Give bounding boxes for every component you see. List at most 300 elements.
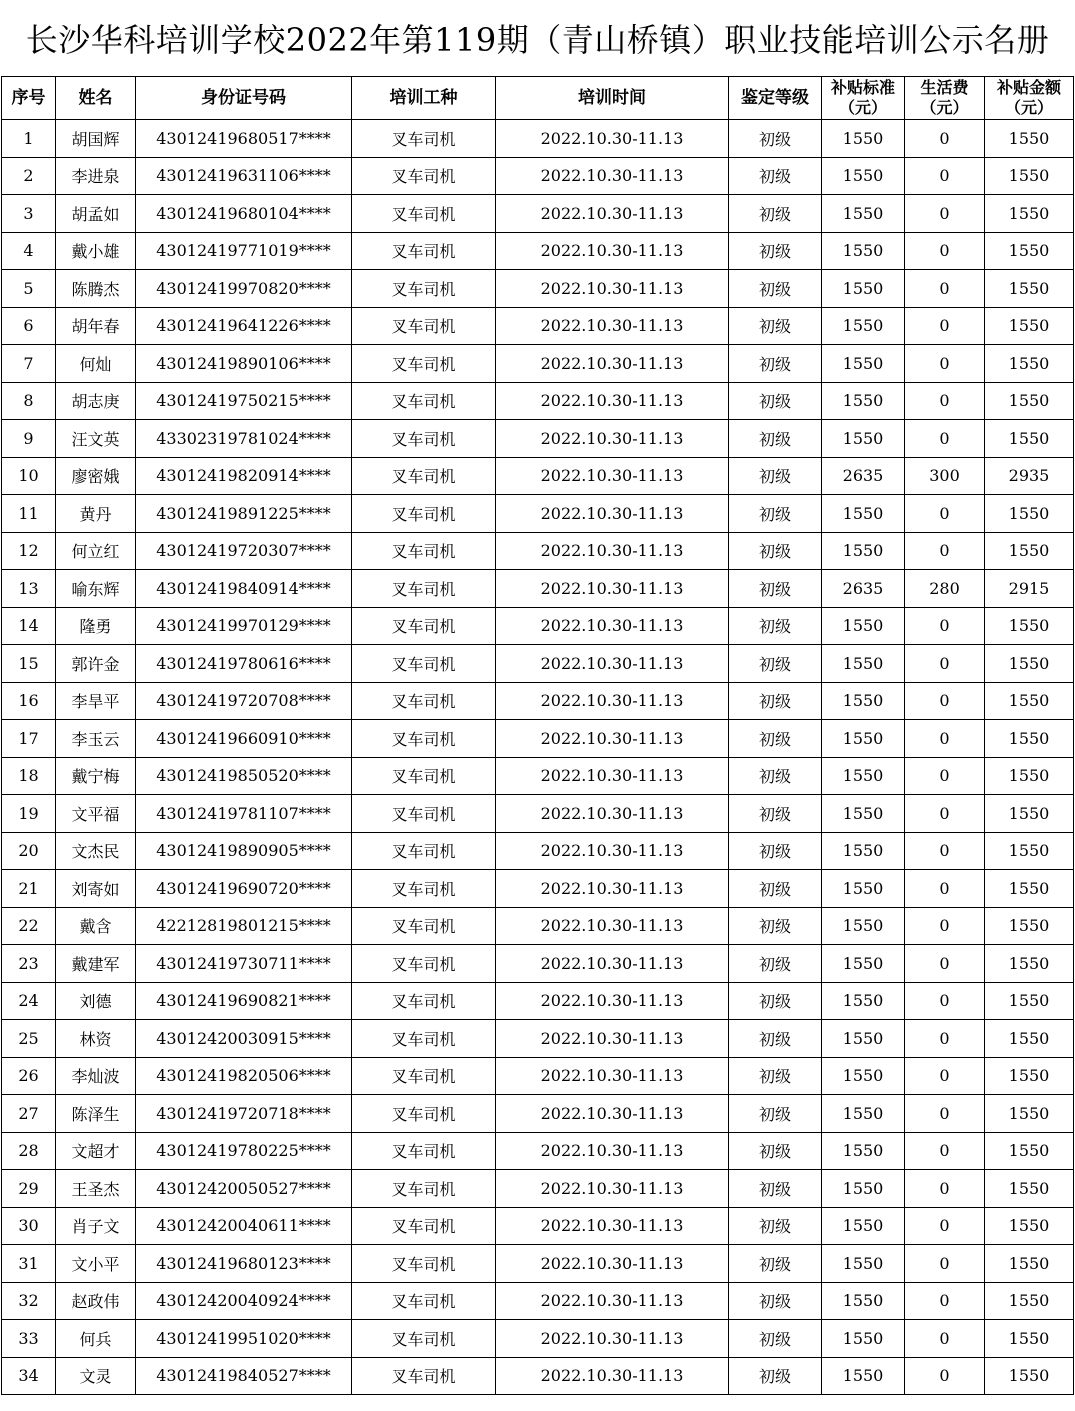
cell-level: 初级 [729,345,822,383]
cell-subsidy-amount: 1550 [985,945,1074,983]
cell-living-cost: 0 [905,232,985,270]
cell-subsidy-standard: 1550 [822,157,905,195]
cell-seq: 6 [2,307,56,345]
cell-subsidy-amount: 1550 [985,757,1074,795]
header-subsidy-standard [822,77,905,120]
cell-subsidy-standard: 1550 [822,420,905,458]
cell-seq: 22 [2,907,56,945]
cell-id-number: 43012419720708**** [136,682,352,720]
table-row [2,232,1074,270]
cell-level: 初级 [729,645,822,683]
cell-living-cost: 0 [905,832,985,870]
cell-living-cost: 0 [905,1207,985,1245]
header-time: 培训时间 [496,77,729,120]
cell-name: 郭许金 [56,645,136,683]
cell-name: 喻东辉 [56,570,136,608]
table-row [2,1132,1074,1170]
cell-subsidy-standard: 1550 [822,382,905,420]
cell-training-time: 2022.10.30-11.13 [496,607,729,645]
cell-name: 廖密娥 [56,457,136,495]
cell-subsidy-amount: 1550 [985,1132,1074,1170]
header-subsidy-amount-line2: （元） [1004,98,1053,117]
cell-level: 初级 [729,232,822,270]
cell-subsidy-amount: 1550 [985,420,1074,458]
cell-living-cost: 0 [905,795,985,833]
cell-level: 初级 [729,120,822,158]
cell-id-number: 43012419780225**** [136,1132,352,1170]
cell-name: 戴含 [56,907,136,945]
cell-living-cost: 0 [905,1245,985,1283]
table-row [2,1357,1074,1395]
cell-level: 初级 [729,382,822,420]
table-row [2,420,1074,458]
cell-name: 文超才 [56,1132,136,1170]
cell-seq: 15 [2,645,56,683]
cell-subsidy-standard: 1550 [822,645,905,683]
cell-training-type: 叉车司机 [352,382,496,420]
cell-level: 初级 [729,270,822,308]
cell-training-type: 叉车司机 [352,1132,496,1170]
cell-subsidy-amount: 1550 [985,307,1074,345]
cell-living-cost: 0 [905,1320,985,1358]
cell-level: 初级 [729,870,822,908]
cell-subsidy-standard: 1550 [822,607,905,645]
cell-seq: 24 [2,982,56,1020]
cell-training-type: 叉车司机 [352,1245,496,1283]
cell-id-number: 43012419850520**** [136,757,352,795]
cell-living-cost: 0 [905,307,985,345]
table-row [2,382,1074,420]
cell-training-time: 2022.10.30-11.13 [496,382,729,420]
cell-living-cost: 0 [905,495,985,533]
cell-seq: 19 [2,795,56,833]
cell-living-cost: 0 [905,907,985,945]
header-level: 鉴定等级 [729,77,822,120]
cell-name: 王圣杰 [56,1170,136,1208]
cell-training-time: 2022.10.30-11.13 [496,120,729,158]
cell-subsidy-standard: 1550 [822,982,905,1020]
cell-subsidy-amount: 1550 [985,1057,1074,1095]
cell-name: 戴小雄 [56,232,136,270]
cell-name: 陈泽生 [56,1095,136,1133]
cell-name: 文小平 [56,1245,136,1283]
cell-level: 初级 [729,1095,822,1133]
cell-training-time: 2022.10.30-11.13 [496,1057,729,1095]
cell-training-time: 2022.10.30-11.13 [496,1020,729,1058]
cell-subsidy-standard: 1550 [822,1170,905,1208]
cell-id-number: 43012419660910**** [136,720,352,758]
cell-subsidy-amount: 1550 [985,795,1074,833]
cell-seq: 11 [2,495,56,533]
table-row [2,1170,1074,1208]
table-row [2,795,1074,833]
cell-training-time: 2022.10.30-11.13 [496,982,729,1020]
cell-seq: 9 [2,420,56,458]
cell-id-number: 43012419820914**** [136,457,352,495]
cell-name: 黄丹 [56,495,136,533]
cell-subsidy-amount: 1550 [985,382,1074,420]
cell-subsidy-amount: 1550 [985,345,1074,383]
cell-subsidy-standard: 1550 [822,1132,905,1170]
cell-training-type: 叉车司机 [352,120,496,158]
cell-training-type: 叉车司机 [352,307,496,345]
cell-seq: 21 [2,870,56,908]
cell-training-type: 叉车司机 [352,345,496,383]
cell-living-cost: 0 [905,1095,985,1133]
table-row [2,457,1074,495]
cell-level: 初级 [729,157,822,195]
cell-seq: 31 [2,1245,56,1283]
cell-seq: 29 [2,1170,56,1208]
cell-training-time: 2022.10.30-11.13 [496,195,729,233]
cell-living-cost: 0 [905,645,985,683]
cell-training-time: 2022.10.30-11.13 [496,307,729,345]
table-row [2,982,1074,1020]
table-row [2,1095,1074,1133]
cell-seq: 26 [2,1057,56,1095]
cell-living-cost: 0 [905,682,985,720]
table-row [2,270,1074,308]
cell-name: 刘寄如 [56,870,136,908]
cell-subsidy-amount: 1550 [985,195,1074,233]
cell-name: 李旱平 [56,682,136,720]
cell-training-type: 叉车司机 [352,1057,496,1095]
cell-name: 陈腾杰 [56,270,136,308]
cell-training-time: 2022.10.30-11.13 [496,495,729,533]
header-id: 身份证号码 [136,77,352,120]
cell-training-type: 叉车司机 [352,1282,496,1320]
table-row [2,870,1074,908]
cell-seq: 30 [2,1207,56,1245]
cell-seq: 10 [2,457,56,495]
cell-living-cost: 0 [905,345,985,383]
cell-living-cost: 0 [905,195,985,233]
cell-name: 何灿 [56,345,136,383]
cell-subsidy-amount: 1550 [985,1207,1074,1245]
cell-training-type: 叉车司机 [352,945,496,983]
cell-training-time: 2022.10.30-11.13 [496,645,729,683]
cell-id-number: 43012419680123**** [136,1245,352,1283]
cell-living-cost: 0 [905,982,985,1020]
cell-id-number: 43012419690720**** [136,870,352,908]
header-living-cost [905,77,985,120]
cell-training-time: 2022.10.30-11.13 [496,457,729,495]
cell-id-number: 43012419891225**** [136,495,352,533]
table-row [2,832,1074,870]
header-living-cost-line2: （元） [920,98,969,117]
cell-training-type: 叉车司机 [352,270,496,308]
cell-seq: 4 [2,232,56,270]
cell-subsidy-amount: 1550 [985,232,1074,270]
cell-id-number: 43012419690821**** [136,982,352,1020]
cell-training-time: 2022.10.30-11.13 [496,345,729,383]
cell-id-number: 43012419720307**** [136,532,352,570]
cell-training-type: 叉车司机 [352,1095,496,1133]
cell-seq: 27 [2,1095,56,1133]
cell-training-time: 2022.10.30-11.13 [496,1245,729,1283]
cell-subsidy-amount: 1550 [985,1170,1074,1208]
cell-seq: 1 [2,120,56,158]
table-row [2,1320,1074,1358]
cell-living-cost: 0 [905,1020,985,1058]
cell-subsidy-standard: 1550 [822,532,905,570]
cell-subsidy-standard: 1550 [822,232,905,270]
cell-subsidy-standard: 1550 [822,795,905,833]
cell-name: 李玉云 [56,720,136,758]
cell-name: 文平福 [56,795,136,833]
cell-name: 肖子文 [56,1207,136,1245]
cell-level: 初级 [729,1357,822,1395]
cell-training-type: 叉车司机 [352,1320,496,1358]
cell-name: 戴建军 [56,945,136,983]
cell-training-type: 叉车司机 [352,1357,496,1395]
table-row [2,757,1074,795]
cell-subsidy-amount: 1550 [985,157,1074,195]
header-living-cost-line1: 生活费 [920,78,969,97]
cell-training-type: 叉车司机 [352,570,496,608]
cell-seq: 18 [2,757,56,795]
cell-subsidy-amount: 2935 [985,457,1074,495]
cell-subsidy-standard: 1550 [822,682,905,720]
cell-subsidy-standard: 1550 [822,1057,905,1095]
cell-level: 初级 [729,682,822,720]
cell-subsidy-amount: 1550 [985,495,1074,533]
cell-living-cost: 0 [905,945,985,983]
cell-subsidy-standard: 1550 [822,1020,905,1058]
cell-training-time: 2022.10.30-11.13 [496,1282,729,1320]
cell-training-type: 叉车司机 [352,607,496,645]
header-subsidy-standard-line2: （元） [838,98,887,117]
cell-subsidy-standard: 1550 [822,307,905,345]
cell-level: 初级 [729,1020,822,1058]
cell-id-number: 43012420040924**** [136,1282,352,1320]
cell-training-time: 2022.10.30-11.13 [496,157,729,195]
cell-subsidy-standard: 2635 [822,457,905,495]
cell-name: 汪文英 [56,420,136,458]
cell-subsidy-amount: 1550 [985,1282,1074,1320]
cell-training-type: 叉车司机 [352,982,496,1020]
cell-level: 初级 [729,907,822,945]
cell-id-number: 43012419730711**** [136,945,352,983]
header-type: 培训工种 [352,77,496,120]
cell-training-type: 叉车司机 [352,232,496,270]
cell-training-time: 2022.10.30-11.13 [496,1170,729,1208]
cell-name: 胡孟如 [56,195,136,233]
cell-subsidy-standard: 2635 [822,570,905,608]
cell-seq: 32 [2,1282,56,1320]
table-row [2,1282,1074,1320]
cell-subsidy-standard: 1550 [822,907,905,945]
cell-training-time: 2022.10.30-11.13 [496,232,729,270]
cell-subsidy-standard: 1550 [822,495,905,533]
header-subsidy-amount-line1: 补贴金额 [996,78,1061,97]
cell-training-type: 叉车司机 [352,157,496,195]
header-row [2,77,1074,120]
cell-training-time: 2022.10.30-11.13 [496,1132,729,1170]
cell-seq: 12 [2,532,56,570]
cell-subsidy-standard: 1550 [822,945,905,983]
cell-training-time: 2022.10.30-11.13 [496,945,729,983]
cell-level: 初级 [729,307,822,345]
cell-subsidy-standard: 1550 [822,1357,905,1395]
cell-living-cost: 0 [905,1357,985,1395]
cell-level: 初级 [729,1057,822,1095]
cell-subsidy-amount: 1550 [985,532,1074,570]
cell-id-number: 43012419970129**** [136,607,352,645]
cell-name: 李灿波 [56,1057,136,1095]
cell-training-type: 叉车司机 [352,195,496,233]
table-row [2,495,1074,533]
cell-seq: 17 [2,720,56,758]
cell-training-type: 叉车司机 [352,907,496,945]
cell-subsidy-amount: 1550 [985,870,1074,908]
cell-training-type: 叉车司机 [352,1170,496,1208]
table-row [2,532,1074,570]
cell-level: 初级 [729,982,822,1020]
cell-level: 初级 [729,795,822,833]
header-seq: 序号 [2,77,56,120]
cell-subsidy-amount: 1550 [985,1357,1074,1395]
cell-subsidy-amount: 1550 [985,645,1074,683]
cell-living-cost: 280 [905,570,985,608]
cell-name: 何立红 [56,532,136,570]
cell-level: 初级 [729,1207,822,1245]
cell-training-time: 2022.10.30-11.13 [496,532,729,570]
table-row [2,682,1074,720]
cell-subsidy-amount: 1550 [985,832,1074,870]
cell-id-number: 43012419631106**** [136,157,352,195]
table-row [2,1020,1074,1058]
cell-subsidy-standard: 1550 [822,1095,905,1133]
cell-training-time: 2022.10.30-11.13 [496,795,729,833]
header-subsidy-amount [985,77,1074,120]
cell-level: 初级 [729,720,822,758]
cell-seq: 28 [2,1132,56,1170]
cell-training-type: 叉车司机 [352,1020,496,1058]
cell-subsidy-standard: 1550 [822,870,905,908]
cell-living-cost: 0 [905,1132,985,1170]
cell-id-number: 43012419771019**** [136,232,352,270]
cell-subsidy-amount: 1550 [985,720,1074,758]
cell-subsidy-standard: 1550 [822,120,905,158]
cell-id-number: 43012419890106**** [136,345,352,383]
cell-training-time: 2022.10.30-11.13 [496,570,729,608]
cell-seq: 14 [2,607,56,645]
table-row [2,345,1074,383]
cell-living-cost: 0 [905,870,985,908]
cell-training-type: 叉车司机 [352,682,496,720]
cell-subsidy-amount: 1550 [985,1095,1074,1133]
cell-subsidy-amount: 2915 [985,570,1074,608]
cell-id-number: 43012419750215**** [136,382,352,420]
cell-name: 何兵 [56,1320,136,1358]
cell-id-number: 43012419680517**** [136,120,352,158]
cell-subsidy-amount: 1550 [985,270,1074,308]
cell-subsidy-amount: 1550 [985,1020,1074,1058]
cell-level: 初级 [729,457,822,495]
table-row [2,945,1074,983]
cell-training-type: 叉车司机 [352,795,496,833]
cell-id-number: 43012419781107**** [136,795,352,833]
table-row [2,570,1074,608]
cell-name: 李进泉 [56,157,136,195]
cell-subsidy-amount: 1550 [985,607,1074,645]
cell-level: 初级 [729,1320,822,1358]
cell-training-time: 2022.10.30-11.13 [496,1207,729,1245]
cell-subsidy-standard: 1550 [822,832,905,870]
cell-training-type: 叉车司机 [352,1207,496,1245]
cell-id-number: 43012419840914**** [136,570,352,608]
cell-training-time: 2022.10.30-11.13 [496,1320,729,1358]
cell-training-type: 叉车司机 [352,457,496,495]
cell-subsidy-amount: 1550 [985,907,1074,945]
cell-training-time: 2022.10.30-11.13 [496,870,729,908]
cell-living-cost: 0 [905,1282,985,1320]
page-title: 长沙华科培训学校2022年第119期（青山桥镇）职业技能培训公示名册 [25,21,1050,59]
cell-seq: 13 [2,570,56,608]
cell-training-time: 2022.10.30-11.13 [496,832,729,870]
cell-living-cost: 0 [905,270,985,308]
cell-training-type: 叉车司机 [352,532,496,570]
cell-level: 初级 [729,195,822,233]
cell-training-type: 叉车司机 [352,420,496,458]
table-row [2,1245,1074,1283]
cell-id-number: 43012419840527**** [136,1357,352,1395]
cell-living-cost: 300 [905,457,985,495]
cell-seq: 2 [2,157,56,195]
cell-name: 刘德 [56,982,136,1020]
cell-seq: 34 [2,1357,56,1395]
cell-living-cost: 0 [905,607,985,645]
cell-seq: 23 [2,945,56,983]
cell-level: 初级 [729,420,822,458]
cell-subsidy-amount: 1550 [985,1245,1074,1283]
cell-seq: 3 [2,195,56,233]
cell-name: 隆勇 [56,607,136,645]
cell-training-time: 2022.10.30-11.13 [496,682,729,720]
cell-id-number: 43012419890905**** [136,832,352,870]
cell-seq: 16 [2,682,56,720]
cell-training-type: 叉车司机 [352,832,496,870]
cell-level: 初级 [729,1132,822,1170]
cell-living-cost: 0 [905,720,985,758]
cell-id-number: 43012419820506**** [136,1057,352,1095]
cell-training-type: 叉车司机 [352,645,496,683]
table-row [2,120,1074,158]
cell-subsidy-standard: 1550 [822,757,905,795]
header-name: 姓名 [56,77,136,120]
cell-living-cost: 0 [905,382,985,420]
table-row [2,607,1074,645]
table-row [2,1057,1074,1095]
header-subsidy-standard-line1: 补贴标准 [830,78,895,97]
cell-living-cost: 0 [905,157,985,195]
cell-id-number: 43012419641226**** [136,307,352,345]
cell-training-time: 2022.10.30-11.13 [496,907,729,945]
cell-training-type: 叉车司机 [352,720,496,758]
roster-table [1,76,1074,1395]
cell-name: 林资 [56,1020,136,1058]
cell-training-time: 2022.10.30-11.13 [496,270,729,308]
cell-name: 赵政伟 [56,1282,136,1320]
cell-subsidy-standard: 1550 [822,1282,905,1320]
cell-id-number: 42212819801215**** [136,907,352,945]
cell-seq: 5 [2,270,56,308]
cell-level: 初级 [729,1245,822,1283]
cell-living-cost: 0 [905,1057,985,1095]
table-row [2,645,1074,683]
cell-id-number: 43012420030915**** [136,1020,352,1058]
